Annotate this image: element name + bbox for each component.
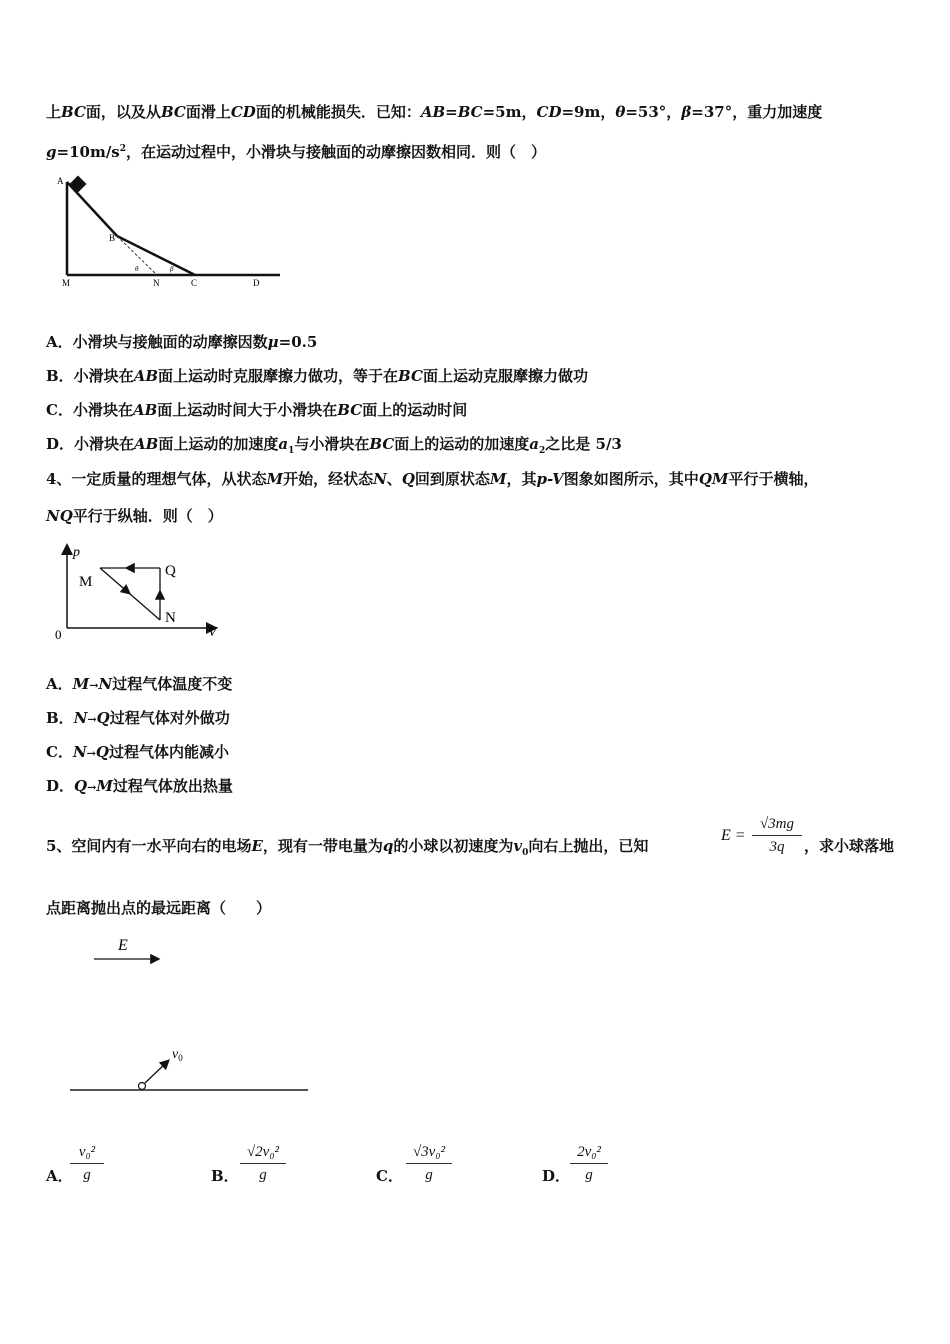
text: Q: [401, 470, 415, 488]
text: 1: [288, 446, 295, 456]
text: 0: [178, 1053, 183, 1063]
text: N: [373, 470, 387, 488]
text: 面上运动的加速度: [158, 435, 279, 453]
text: →: [86, 747, 96, 760]
text: 面上运动时克服摩擦力做功，等于在: [158, 367, 399, 385]
q5-option-c-label: C．: [376, 1167, 403, 1185]
text: Q: [96, 709, 110, 727]
text: D．: [46, 777, 75, 795]
text: 与小滑块在: [294, 435, 370, 453]
q5-option-a-label: A．: [46, 1167, 73, 1185]
q5-option-d-fraction: [570, 1143, 608, 1184]
text: μ: [267, 333, 279, 351]
label-c: C: [191, 278, 198, 288]
text: AB: [133, 367, 159, 385]
q4-option-d: [46, 776, 233, 798]
mn-arrow: [123, 588, 129, 593]
q3-option-a: [46, 332, 317, 352]
text: =9m，: [561, 103, 616, 121]
text: N: [98, 675, 113, 693]
text: 过程气体内能减小: [108, 743, 229, 761]
text: 开始，经状态: [283, 470, 374, 488]
text: 的小球以初速度为: [393, 837, 514, 855]
text: 面上运动克服摩擦力做功: [422, 367, 588, 385]
fraction-bar: [752, 835, 802, 836]
text: 之比是 5/3: [545, 435, 622, 453]
ball-icon: [139, 1083, 146, 1090]
text: →: [87, 713, 97, 726]
text: v: [172, 1047, 179, 1062]
text: BC: [61, 103, 86, 121]
q4-line1: [46, 469, 819, 489]
text: N: [73, 709, 88, 727]
q4-line2: [46, 506, 223, 526]
text: 、: [386, 470, 402, 488]
text: =37°，重力加速度: [691, 103, 823, 121]
text: v: [513, 837, 523, 855]
text: ，求小球落地: [804, 837, 895, 855]
q4-option-a: [46, 674, 232, 696]
text: 上: [46, 103, 62, 121]
label-v: V: [208, 625, 217, 640]
text: 面上的运动时间: [362, 401, 468, 419]
label-theta: θ: [135, 265, 139, 273]
text: 0: [522, 848, 529, 858]
fraction-bar: [570, 1163, 608, 1164]
text: 2: [539, 446, 546, 456]
q3-line2: [46, 139, 546, 162]
fraction-bar: [406, 1163, 452, 1164]
q5-option-c-fraction: [406, 1143, 452, 1184]
text: 2: [119, 144, 127, 154]
q3-line1: [46, 102, 822, 122]
text: g: [46, 143, 57, 161]
text: g: [585, 1167, 593, 1183]
slider-block: [70, 176, 87, 193]
fraction-bar: [70, 1163, 104, 1164]
label-n: N: [165, 610, 176, 626]
text: 平行于纵轴．则（ ）: [72, 507, 223, 525]
text: BC: [160, 103, 186, 121]
label-beta: β: [170, 265, 174, 273]
text: Q: [74, 777, 88, 795]
text: →: [89, 679, 99, 692]
fraction-bar: [240, 1163, 286, 1164]
text: 面滑上: [185, 103, 231, 121]
text: B．: [46, 709, 74, 727]
text: Q: [95, 743, 109, 761]
text: =0.5: [278, 333, 318, 351]
text: 过程气体放出热量: [112, 777, 233, 795]
text: 面上的运动的加速度: [394, 435, 530, 453]
label-v0: [172, 1047, 183, 1063]
text: CD: [230, 103, 256, 121]
label-n: N: [153, 278, 160, 288]
text: 2v₀²: [577, 1144, 601, 1160]
text: M: [266, 470, 284, 488]
text: β: [681, 103, 692, 121]
label-b: B: [109, 233, 116, 243]
text: 回到原状态: [414, 470, 490, 488]
label-q: Q: [165, 563, 176, 579]
label-a: A: [57, 176, 64, 186]
q5-option-d-label: D．: [542, 1167, 571, 1185]
text: θ: [615, 103, 626, 121]
text: g: [425, 1167, 433, 1183]
text: v₀²: [78, 1144, 96, 1160]
text: a: [278, 435, 289, 453]
text: q: [382, 837, 394, 855]
text: 4、一定质量的理想气体，从状态: [46, 470, 267, 488]
mn-line: [100, 568, 160, 620]
text: =10m/s: [56, 143, 120, 161]
text: NQ: [46, 507, 73, 525]
text: 向右上抛出，已知: [528, 837, 649, 855]
text: BC: [337, 401, 363, 419]
text: M: [489, 470, 507, 488]
text: E: [251, 837, 263, 855]
q3-option-b: [46, 366, 588, 386]
q4-pv-figure: [55, 540, 235, 645]
text: √3v₀²: [412, 1144, 446, 1160]
text: 面的机械能损失．已知：: [255, 103, 421, 121]
formula-numerator: √3mg: [759, 816, 795, 832]
formula-denominator: 3q: [769, 839, 785, 855]
text: p-V: [536, 470, 564, 488]
q5-option-a-fraction: [70, 1143, 104, 1184]
text: D．小滑块在: [46, 435, 135, 453]
text: C．小滑块在: [46, 401, 133, 419]
label-p: p: [73, 545, 80, 560]
text: B．小滑块在: [46, 367, 134, 385]
bc-incline: [117, 236, 195, 275]
text: BC: [369, 435, 395, 453]
text: C．: [46, 743, 73, 761]
text: A．小滑块与接触面的动摩擦因数: [46, 333, 268, 351]
text: =53°，: [625, 103, 682, 121]
text: ，其: [506, 470, 537, 488]
q4-option-b: [46, 708, 230, 730]
text: =5m，: [482, 103, 537, 121]
text: 过程气体对外做功: [109, 709, 230, 727]
text: g: [259, 1167, 267, 1183]
formula-fraction: [752, 815, 802, 856]
text: M: [72, 675, 90, 693]
q5-line1-left: [46, 836, 648, 863]
text: M: [96, 777, 113, 795]
text: √2v₀²: [246, 1144, 280, 1160]
label-e: E: [118, 937, 128, 954]
q5-option-b-label: B．: [211, 1167, 239, 1185]
text: 面上运动时间大于小滑块在: [157, 401, 338, 419]
text: AB=BC: [420, 103, 483, 121]
text: 平行于横轴，: [728, 470, 819, 488]
formula-lhs: E =: [721, 827, 746, 844]
q3-option-c: [46, 400, 467, 420]
text: ，现有一带电量为: [262, 837, 383, 855]
q5-line2: 点距离抛出点的最远距离（ ）: [46, 899, 272, 917]
q3-option-d: [46, 434, 622, 461]
text: QM: [698, 470, 729, 488]
q5-option-b-fraction: [240, 1143, 286, 1184]
text: BC: [398, 367, 423, 385]
text: →: [87, 781, 97, 794]
text: N: [72, 743, 87, 761]
text: 面，以及从: [85, 103, 161, 121]
text: ，在运动过程中，小滑块与接触面的动摩擦因数相同．则（ ）: [126, 143, 547, 161]
q3-incline-figure: [55, 172, 290, 290]
ab-incline: [67, 182, 117, 236]
text: AB: [134, 435, 159, 453]
text: 过程气体温度不变: [112, 675, 233, 693]
text: 5、空间内有一水平向右的电场: [46, 837, 252, 855]
q4-option-c: [46, 742, 229, 764]
label-d: D: [253, 278, 260, 288]
text: CD: [536, 103, 562, 121]
label-m: M: [62, 278, 71, 288]
text: AB: [132, 401, 158, 419]
label-origin: 0: [55, 627, 62, 642]
q5-line1-right: [804, 836, 894, 856]
velocity-arrow: [145, 1061, 168, 1083]
text: 图象如图所示，其中: [563, 470, 699, 488]
text: a: [529, 435, 540, 453]
q5-field-figure: [60, 930, 320, 1100]
text: g: [83, 1167, 91, 1183]
label-m: M: [79, 574, 93, 590]
text: A．: [46, 675, 73, 693]
